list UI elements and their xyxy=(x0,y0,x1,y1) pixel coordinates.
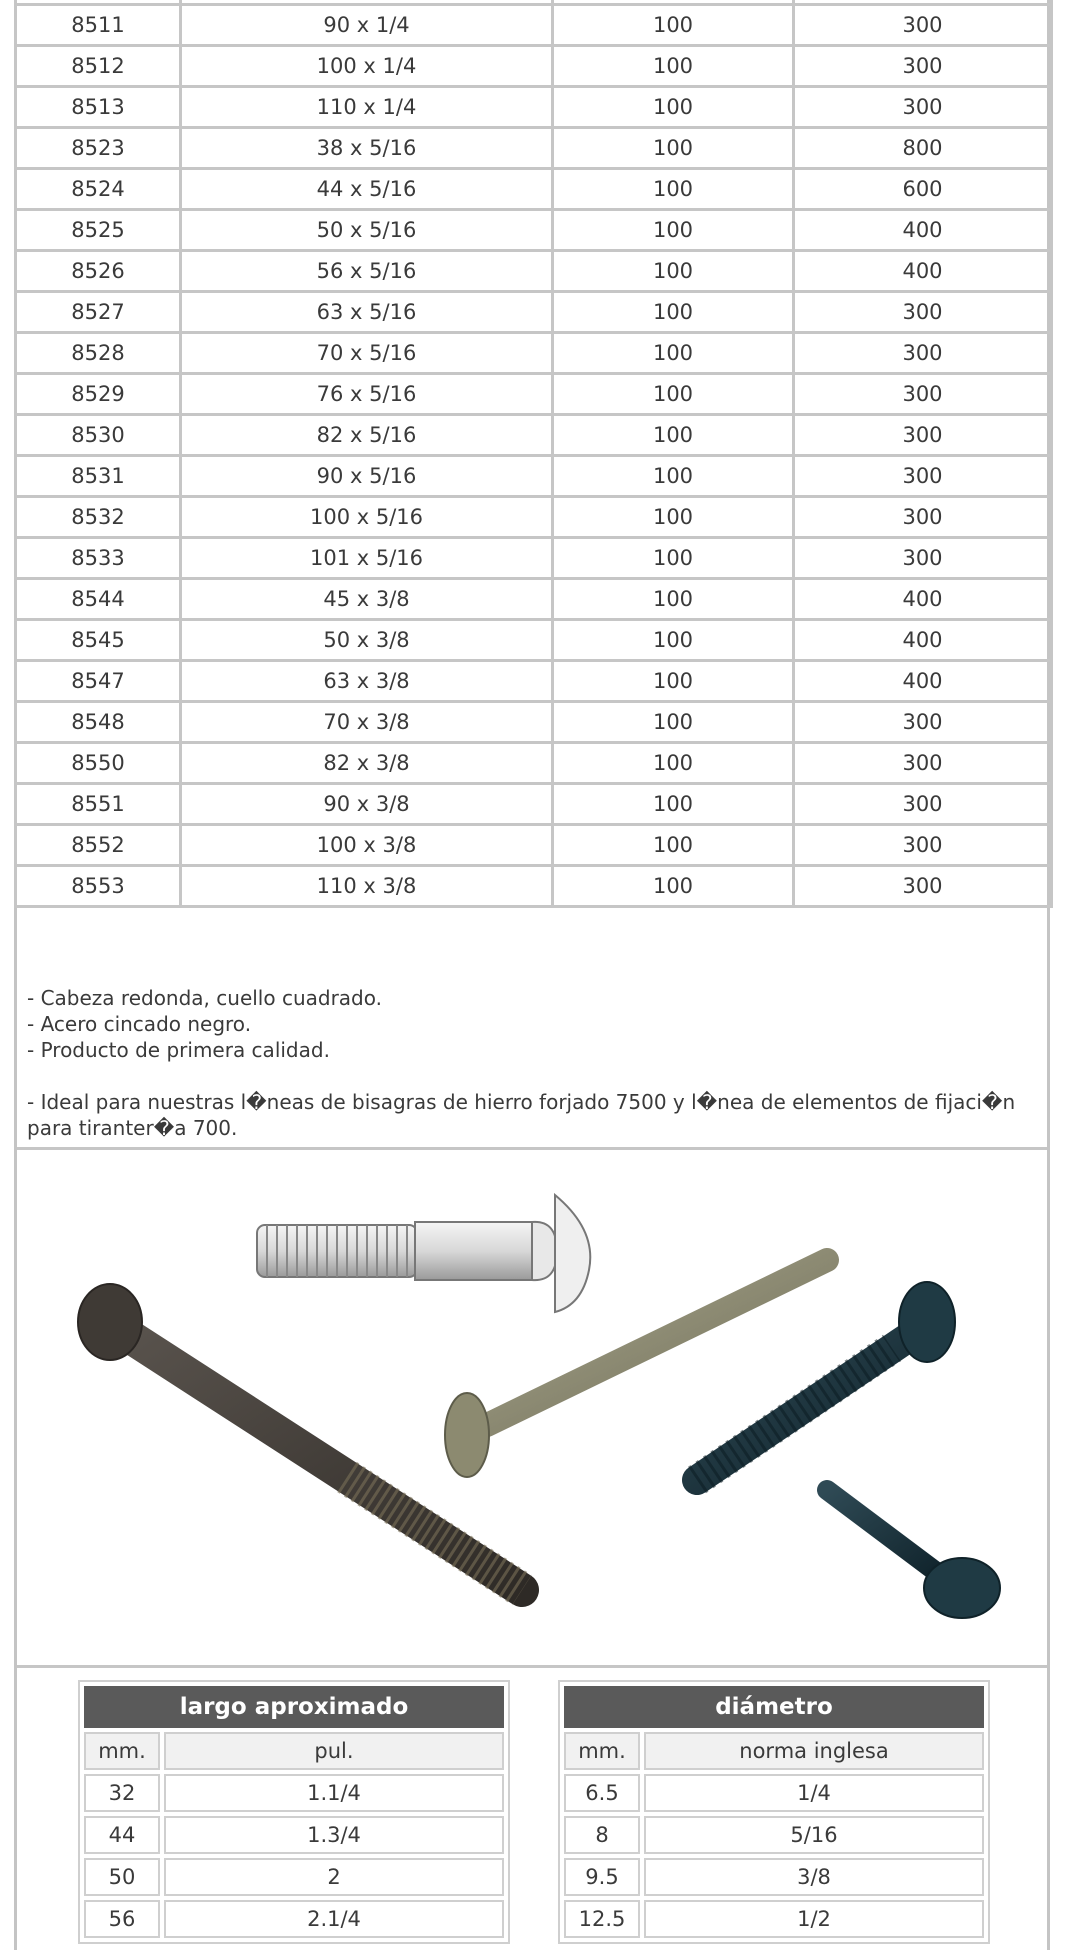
length-mm: 50 xyxy=(84,1858,160,1896)
table-row xyxy=(16,784,1052,825)
diameter-mm: 9.5 xyxy=(564,1858,640,1896)
table-row xyxy=(16,169,1052,210)
pack-qty-cell: 400 xyxy=(794,251,1052,292)
diameter-inch: 3/8 xyxy=(644,1858,984,1896)
table-row xyxy=(16,743,1052,784)
diameter-inch: 1/2 xyxy=(644,1900,984,1938)
table-row xyxy=(16,292,1052,333)
table-row xyxy=(16,87,1052,128)
box-qty-cell: 100 xyxy=(553,866,794,907)
pack-qty-cell: 300 xyxy=(794,333,1052,374)
pack-qty-cell: 300 xyxy=(794,374,1052,415)
table-row xyxy=(16,866,1052,907)
table-row xyxy=(16,825,1052,866)
code-cell: 8551 xyxy=(16,784,181,825)
pack-qty-cell: 300 xyxy=(794,5,1052,46)
length-table xyxy=(78,1680,510,1944)
size-cell: 100 x 3/8 xyxy=(181,825,553,866)
size-cell: 110 x 1/4 xyxy=(181,87,553,128)
bolt-illustration xyxy=(257,1195,590,1312)
code-cell: 8530 xyxy=(16,415,181,456)
diameter-mm: 12.5 xyxy=(564,1900,640,1938)
table-row xyxy=(16,333,1052,374)
diameter-inch: 1/4 xyxy=(644,1774,984,1812)
box-qty-cell: 100 xyxy=(553,702,794,743)
diameter-col-norma: norma inglesa xyxy=(644,1732,984,1770)
table-row xyxy=(16,210,1052,251)
box-qty-cell: 100 xyxy=(553,333,794,374)
box-qty-cell: 100 xyxy=(553,743,794,784)
bolt-photo-blue-small xyxy=(827,1490,1000,1618)
table-row xyxy=(16,620,1052,661)
pack-qty-cell: 300 xyxy=(794,702,1052,743)
box-qty-cell: 100 xyxy=(553,456,794,497)
length-pul: 1.1/4 xyxy=(164,1774,504,1812)
size-cell: 44 x 5/16 xyxy=(181,169,553,210)
code-cell: 8526 xyxy=(16,251,181,292)
code-cell: 8528 xyxy=(16,333,181,374)
table-row xyxy=(16,374,1052,415)
table-row xyxy=(16,128,1052,169)
pack-qty-cell: 300 xyxy=(794,866,1052,907)
box-qty-cell: 100 xyxy=(553,128,794,169)
length-table-title: largo aproximado xyxy=(84,1686,504,1728)
carriage-bolts-photo xyxy=(17,1150,1047,1665)
size-cell: 101 x 5/16 xyxy=(181,538,553,579)
length-col-pul: pul. xyxy=(164,1732,504,1770)
length-pul: 2 xyxy=(164,1858,504,1896)
code-cell: 8529 xyxy=(16,374,181,415)
box-qty-cell: 100 xyxy=(553,825,794,866)
size-cell: 56 x 5/16 xyxy=(181,251,553,292)
pack-qty-cell: 400 xyxy=(794,210,1052,251)
pack-qty-cell: 400 xyxy=(794,620,1052,661)
pack-qty-cell: 300 xyxy=(794,415,1052,456)
table-row xyxy=(16,456,1052,497)
pack-qty-cell: 300 xyxy=(794,456,1052,497)
box-qty-cell: 100 xyxy=(553,374,794,415)
length-col-mm: mm. xyxy=(84,1732,160,1770)
length-mm: 44 xyxy=(84,1816,160,1854)
length-mm: 56 xyxy=(84,1900,160,1938)
code-cell: 8524 xyxy=(16,169,181,210)
pack-qty-cell: 300 xyxy=(794,784,1052,825)
box-qty-cell: 100 xyxy=(553,46,794,87)
code-cell: 8513 xyxy=(16,87,181,128)
length-pul: 2.1/4 xyxy=(164,1900,504,1938)
table-row xyxy=(16,497,1052,538)
code-cell: 8553 xyxy=(16,866,181,907)
size-cell: 70 x 5/16 xyxy=(181,333,553,374)
pack-qty-cell: 400 xyxy=(794,579,1052,620)
box-qty-cell: 100 xyxy=(553,415,794,456)
pack-qty-cell: 300 xyxy=(794,46,1052,87)
size-cell: 38 x 5/16 xyxy=(181,128,553,169)
pack-qty-cell: 300 xyxy=(794,87,1052,128)
code-cell: 8527 xyxy=(16,292,181,333)
product-table xyxy=(14,0,1053,908)
box-qty-cell: 100 xyxy=(553,87,794,128)
table-row xyxy=(16,538,1052,579)
code-cell: 8512 xyxy=(16,46,181,87)
length-mm: 32 xyxy=(84,1774,160,1812)
table-row xyxy=(16,415,1052,456)
length-pul: 1.3/4 xyxy=(164,1816,504,1854)
note-line: - Acero cincado negro. xyxy=(27,1012,252,1036)
size-cell: 90 x 1/4 xyxy=(181,5,553,46)
size-cell: 50 x 5/16 xyxy=(181,210,553,251)
diameter-table-title: diámetro xyxy=(564,1686,984,1728)
box-qty-cell: 100 xyxy=(553,661,794,702)
size-cell: 90 x 5/16 xyxy=(181,456,553,497)
size-cell: 63 x 5/16 xyxy=(181,292,553,333)
size-cell: 45 x 3/8 xyxy=(181,579,553,620)
box-qty-cell: 100 xyxy=(553,210,794,251)
box-qty-cell: 100 xyxy=(553,5,794,46)
diameter-mm: 8 xyxy=(564,1816,640,1854)
table-row xyxy=(16,251,1052,292)
box-qty-cell: 100 xyxy=(553,538,794,579)
size-cell: 70 x 3/8 xyxy=(181,702,553,743)
pack-qty-cell: 300 xyxy=(794,292,1052,333)
box-qty-cell: 100 xyxy=(553,620,794,661)
pack-qty-cell: 600 xyxy=(794,169,1052,210)
note-line xyxy=(27,1063,1037,1089)
pack-qty-cell: 300 xyxy=(794,825,1052,866)
diameter-inch: 5/16 xyxy=(644,1816,984,1854)
diameter-col-mm: mm. xyxy=(564,1732,640,1770)
box-qty-cell: 100 xyxy=(553,169,794,210)
size-cell: 110 x 3/8 xyxy=(181,866,553,907)
note-line: - Ideal para nuestras l�neas de bisagras de hierro forjado 7500 y l�nea de elementos de fijaci�n para tiranter�a 700. xyxy=(27,1090,1016,1140)
size-cell: 50 x 3/8 xyxy=(181,620,553,661)
code-cell: 8548 xyxy=(16,702,181,743)
box-qty-cell: 100 xyxy=(553,497,794,538)
pack-qty-cell: 300 xyxy=(794,538,1052,579)
code-cell: 8550 xyxy=(16,743,181,784)
diameter-mm: 6.5 xyxy=(564,1774,640,1812)
box-qty-cell: 100 xyxy=(553,251,794,292)
code-cell: 8531 xyxy=(16,456,181,497)
pack-qty-cell: 300 xyxy=(794,497,1052,538)
code-cell: 8532 xyxy=(16,497,181,538)
size-cell: 100 x 5/16 xyxy=(181,497,553,538)
size-cell: 90 x 3/8 xyxy=(181,784,553,825)
code-cell: 8552 xyxy=(16,825,181,866)
size-cell: 82 x 3/8 xyxy=(181,743,553,784)
size-cell: 100 x 1/4 xyxy=(181,46,553,87)
box-qty-cell: 100 xyxy=(553,784,794,825)
code-cell: 8511 xyxy=(16,5,181,46)
table-row xyxy=(16,579,1052,620)
table-row xyxy=(16,46,1052,87)
table-row xyxy=(16,5,1052,46)
code-cell: 8545 xyxy=(16,620,181,661)
code-cell: 8544 xyxy=(16,579,181,620)
diameter-table xyxy=(558,1680,990,1944)
product-photo xyxy=(17,1150,1047,1668)
code-cell: 8533 xyxy=(16,538,181,579)
product-notes xyxy=(17,975,1047,1150)
box-qty-cell: 100 xyxy=(553,579,794,620)
note-line: - Cabeza redonda, cuello cuadrado. xyxy=(27,986,382,1010)
pack-qty-cell: 400 xyxy=(794,661,1052,702)
size-cell: 82 x 5/16 xyxy=(181,415,553,456)
code-cell: 8525 xyxy=(16,210,181,251)
size-cell: 63 x 3/8 xyxy=(181,661,553,702)
table-row xyxy=(16,661,1052,702)
pack-qty-cell: 300 xyxy=(794,743,1052,784)
code-cell: 8547 xyxy=(16,661,181,702)
pack-qty-cell: 800 xyxy=(794,128,1052,169)
box-qty-cell: 100 xyxy=(553,292,794,333)
code-cell: 8523 xyxy=(16,128,181,169)
table-row xyxy=(16,702,1052,743)
note-line: - Producto de primera calidad. xyxy=(27,1038,330,1062)
size-cell: 76 x 5/16 xyxy=(181,374,553,415)
